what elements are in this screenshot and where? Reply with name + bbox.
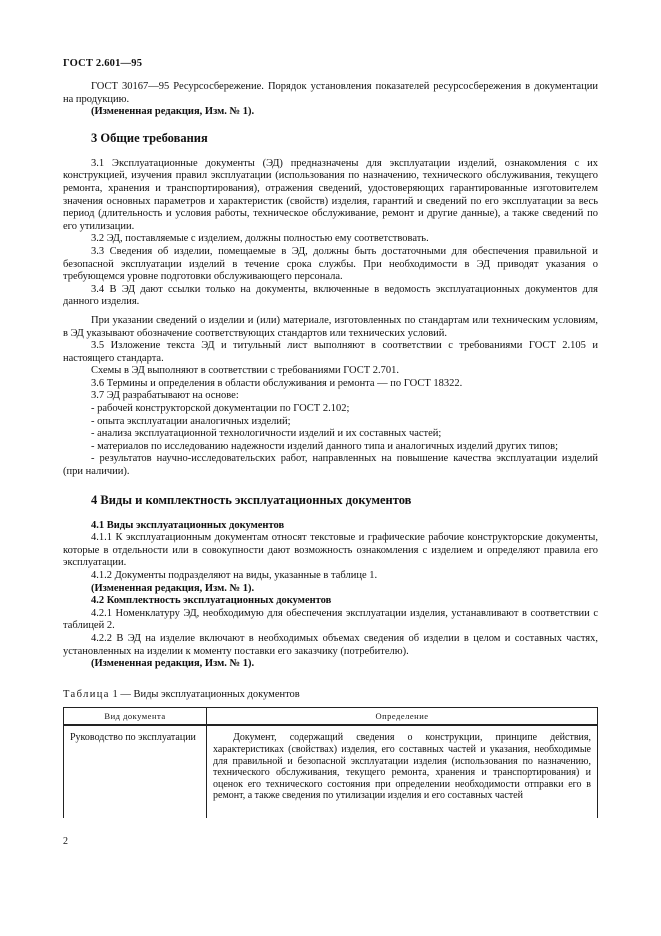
list-item: - рабочей конструкторской документации по ГОСТ 2.102; bbox=[91, 403, 350, 415]
definition-text: Документ, содержащий сведения о конструкции, принципе действия, характеристиках (свойствах) изделия, его составных частей и указания, необходимые для правильной и безопасной эксплуатации изделия (использования по назначению, технического обслуживания, текущего ремонта, хранения и транспортирования) и оценок его технического состояния при определении необходимости отправки его в ремонт, а также сведения по утилизации изделия и его составных частей bbox=[213, 732, 591, 802]
paragraph-3-3: 3.3 Сведения об изделии, помещаемые в ЭД, должны быть достаточными для обеспечения правильной и безопасной эксплуатации изделий в течение срока службы. При необходимости в ЭД приводят указания о требующемся уровне подготовки обслуживающего персонала. bbox=[63, 245, 598, 283]
amendment-note: (Измененная редакция, Изм. № 1). bbox=[91, 658, 255, 670]
paragraph-3-2: 3.2 ЭД, поставляемые с изделием, должны полностью ему соответствовать. bbox=[91, 233, 429, 245]
subsection-4-2-title: 4.2 Комплектность эксплуатационных документов bbox=[91, 595, 332, 607]
subsection-4-1-title: 4.1 Виды эксплуатационных документов bbox=[91, 519, 285, 531]
reference-gost-30167: ГОСТ 30167—95 Ресурсосбережение. Порядок установления показателей ресурсосбережения в документации на продукцию. bbox=[63, 81, 598, 105]
paragraph-3-6: 3.6 Термины и определения в области обслуживания и ремонта — по ГОСТ 18322. bbox=[91, 377, 463, 389]
page-number: 2 bbox=[63, 836, 68, 847]
page-content bbox=[63, 81, 598, 818]
list-item: - материалов по исследованию надежности изделий данного типа и аналогичных изделий других типов; bbox=[91, 440, 559, 452]
paragraph-4-1-1: 4.1.1 К эксплуатационным документам относят текстовые и графические рабочие конструкторские документы, которые в отдельности или в совокупности дают возможность ознакомления с изделием и определяют правила его эксплуатации. bbox=[63, 532, 598, 569]
column-header-definition: Определение bbox=[207, 708, 598, 726]
list-item: - анализа эксплуатационной технологичности изделий и их составных частей; bbox=[91, 428, 442, 440]
list-item: - результатов научно-исследовательских работ, направленных на повышение качества эксплуатации изделий (при наличии). bbox=[63, 453, 598, 478]
section-3-heading: 3 Общие требования bbox=[91, 130, 208, 145]
table-row bbox=[64, 725, 598, 818]
table-cell-document-type: Руководство по эксплуатации bbox=[64, 725, 207, 818]
paragraph-3-5: 3.5 Изложение текста ЭД и титульный лист выполняют в соответствии с требованиями ГОСТ 2.105 и настоящего стандарта. bbox=[63, 340, 598, 364]
table-caption-text: 1 — Виды эксплуатационных документов bbox=[112, 688, 300, 700]
table-caption-word: Таблица bbox=[63, 688, 110, 700]
document-types-table bbox=[63, 707, 598, 818]
document-header: ГОСТ 2.601—95 bbox=[63, 58, 143, 69]
table-cell-definition bbox=[207, 725, 598, 818]
table-caption bbox=[63, 689, 598, 702]
list-item: - опыта эксплуатации аналогичных изделий; bbox=[91, 415, 291, 427]
table-header-row bbox=[64, 708, 598, 726]
paragraph-3-5-note: Схемы в ЭД выполняют в соответствии с требованиями ГОСТ 2.701. bbox=[91, 365, 400, 377]
paragraph-3-4-note: При указании сведений о изделии и (или) материале, изготовленных по стандартам или техническим условиям, в ЭД указывают обозначение соответствующих стандартов или технических условий. bbox=[63, 314, 598, 339]
amendment-note: (Измененная редакция, Изм. № 1). bbox=[91, 106, 255, 118]
paragraph-4-2-2: 4.2.2 В ЭД на изделие включают в необходимых объемах сведения об изделии в целом и составных частях, установленных на изделии к моменту поставки его заказчику (потребителю). bbox=[63, 632, 598, 657]
paragraph-3-4: 3.4 В ЭД дают ссылки только на документы, включенные в ведомость эксплуатационных документов для данного изделия. bbox=[63, 283, 598, 308]
paragraph-3-7: 3.7 ЭД разрабатывают на основе: bbox=[91, 390, 239, 402]
amendment-note: (Измененная редакция, Изм. № 1). bbox=[91, 582, 255, 594]
column-header-document-type: Вид документа bbox=[64, 708, 207, 726]
section-4-heading: 4 Виды и комплектность эксплуатационных документов bbox=[91, 492, 412, 507]
paragraph-4-1-2: 4.1.2 Документы подразделяют на виды, указанные в таблице 1. bbox=[91, 570, 378, 581]
paragraph-4-2-1: 4.2.1 Номенклатуру ЭД, необходимую для обеспечения эксплуатации изделия, устанавливают в соответствии с таблицей 2. bbox=[63, 607, 598, 632]
paragraph-3-1: 3.1 Эксплуатационные документы (ЭД) предназначены для эксплуатации изделий, ознакомления с их конструкцией, изучения правил эксплуатации (использования по назначению, технического обслуживания, текущего ремонта, хранения и транспортирования), отражения сведений, удостоверяющих гарантированные изготовителем значения основных параметров и характеристик (свойств) изделия, гарантий и сведений по его эксплуатации за весь период (длительность и условия работы, техническое обслуживание, ремонт и другие данные), а также сведений по его утилизации. bbox=[63, 157, 598, 232]
